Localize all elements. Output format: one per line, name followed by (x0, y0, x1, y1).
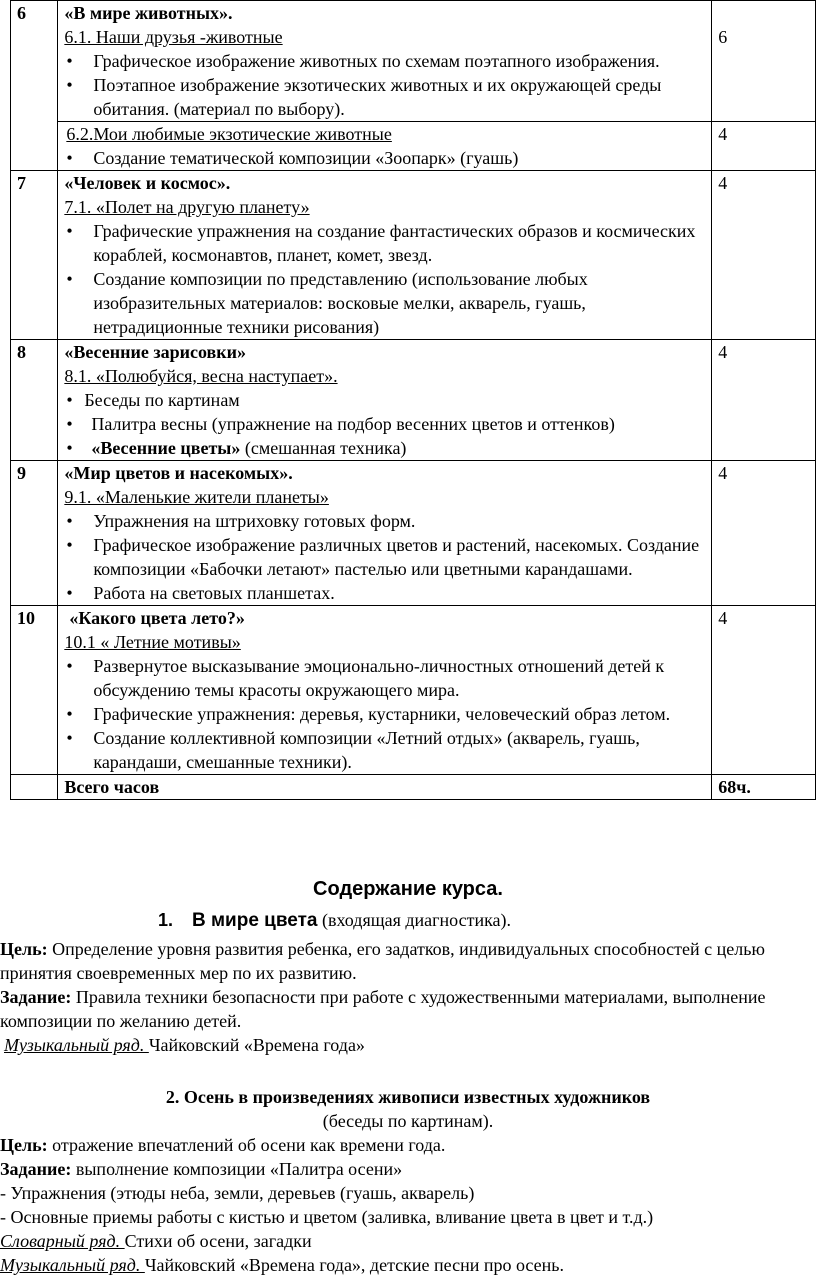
row-content (58, 122, 712, 171)
course-heading: Содержание курса. (313, 878, 503, 900)
hours-cell: 6 (712, 1, 816, 122)
row-number: 6 (11, 1, 58, 171)
total-label: Всего часов (58, 775, 712, 800)
list-item: • Поэтапное изображение экзотических животных и их окружающей среды обитания. (материал по выбору). (66, 75, 662, 119)
music-line: Музыкальный ряд. Чайковский «Времена года» (4, 1035, 365, 1055)
list-item: • Графические упражнения на создание фантастических образов и космических кораблей, космонавтов, планет, комет, звезд. (66, 221, 696, 265)
section-title: «Мир цветов и насекомых». (64, 463, 293, 483)
exercise-line: - Упражнения (этюды неба, земли, деревьев (гуашь, акварель) (0, 1183, 475, 1203)
hours-cell: 4 (712, 171, 816, 340)
bullet-icon: • (66, 704, 73, 724)
bullet-icon: • (66, 583, 73, 603)
subsection-title: 9.1. «Маленькие жители планеты» (64, 487, 329, 507)
vocabulary-line: Словарный ряд. Стихи об осени, загадки (0, 1231, 312, 1251)
table-row (11, 1, 816, 122)
bullet-icon: • (66, 511, 73, 531)
list-item: • «Весенние цветы» (смешанная техника) (66, 438, 407, 458)
list-item: • Работа на световых планшетах. (66, 583, 335, 603)
task-paragraph: Задание: Правила техники безопасности при работе с художественными материалами, выполнение композиции по желанию детей. (0, 987, 766, 1031)
music-line: Музыкальный ряд. Чайковский «Времена года», детские песни про осень. (0, 1255, 564, 1275)
list-item: • Развернутое высказывание эмоционально-личностных отношений детей к обсуждению темы красоты окружающего мира. (66, 656, 665, 700)
subsection-title: 10.1 « Летние мотивы» (64, 632, 241, 652)
table-total-row (11, 775, 816, 800)
list-item: • Палитра весны (упражнение на подбор весенних цветов и оттенков) (66, 414, 615, 434)
bullet-list (64, 146, 705, 170)
empty-cell (11, 775, 58, 800)
course-content (0, 874, 816, 1277)
hours-cell: 4 (712, 340, 816, 461)
row-content (58, 171, 712, 340)
row-content (58, 606, 712, 775)
topic-1-title: 1. В мире цвета (входящая диагностика). (158, 910, 512, 931)
topic-2-title: 2. Осень в произведениях живописи известных художников (165, 1087, 651, 1107)
exercise-line: - Основные приемы работы с кистью и цветом (заливка, вливание цвета в цвет и т.д.) (0, 1207, 654, 1227)
table-row (11, 122, 816, 171)
task-paragraph: Задание: выполнение композиции «Палитра осени» (0, 1159, 403, 1179)
spacer (0, 1057, 816, 1081)
bullet-icon: • (66, 414, 73, 434)
row-content (58, 461, 712, 606)
lesson-plan-table (10, 0, 816, 800)
list-item: • Создание тематической композиции «Зоопарк» (гуашь) (66, 148, 519, 168)
hours-cell: 4 (712, 461, 816, 606)
hours-cell: 4 (712, 122, 816, 171)
bullet-icon: • (66, 51, 73, 71)
section-title: «Какого цвета лето?» (69, 608, 245, 628)
section-title: «Весенние зарисовки» (64, 342, 246, 362)
bullet-list (64, 388, 705, 460)
list-item: • Графические упражнения: деревья, кустарники, человеческий образ летом. (66, 704, 671, 724)
row-content (58, 1, 712, 122)
subsection-title: 6.2.Мои любимые экзотические животные (66, 124, 392, 144)
list-item: • Создание композиции по представлению (использование любых изобразительных материалов: восковые мелки, акварель, гуашь, нетрадиционные техники рисования) (66, 269, 588, 337)
row-number: 8 (11, 340, 58, 461)
list-item: • Беседы по картинам (66, 390, 240, 410)
bullet-icon: • (66, 148, 73, 168)
bullet-icon: • (66, 221, 73, 241)
goal-paragraph: Цель: отражение впечатлений об осени как времени года. (0, 1135, 446, 1155)
bullet-icon: • (66, 438, 73, 458)
subsection-title: 8.1. «Полюбуйся, весна наступает». (64, 366, 338, 386)
table-row (11, 606, 816, 775)
list-item: • Графическое изображение различных цветов и растений, насекомых. Создание композиции «Бабочки летают» пастелью или цветными карандашами. (66, 535, 700, 579)
table-row (11, 340, 816, 461)
goal-paragraph: Цель: Определение уровня развития ребенка, его задатков, индивидуальных способностей с целью принятия своевременных мер по их развитию. (0, 939, 765, 983)
list-item: • Графическое изображение животных по схемам поэтапного изображения. (66, 51, 660, 71)
row-number: 10 (11, 606, 58, 775)
table-row (11, 171, 816, 340)
subsection-title: 7.1. «Полет на другую планету» (64, 197, 310, 217)
row-content (58, 340, 712, 461)
subsection-title: 6.1. Наши друзья -животные (64, 27, 283, 47)
bullet-list (64, 654, 705, 774)
bullet-list (64, 219, 705, 339)
total-value: 68ч. (712, 775, 816, 800)
row-number: 7 (11, 171, 58, 340)
section-title: «В мире животных». (64, 3, 233, 23)
bullet-list (64, 509, 705, 605)
topic-2-note: (беседы по картинам). (322, 1111, 494, 1131)
hours-cell: 4 (712, 606, 816, 775)
row-number: 9 (11, 461, 58, 606)
bullet-icon: • (66, 75, 73, 95)
bullet-list (64, 49, 705, 121)
table-row (11, 461, 816, 606)
bullet-icon: • (66, 390, 73, 410)
list-item: • Создание коллективной композиции «Летний отдых» (акварель, гуашь, карандаши, смешанные техники). (66, 728, 640, 772)
bullet-icon: • (66, 269, 73, 289)
list-item: • Упражнения на штриховку готовых форм. (66, 511, 416, 531)
bullet-icon: • (66, 535, 73, 555)
bullet-icon: • (66, 656, 73, 676)
section-title: «Человек и космос». (64, 173, 231, 193)
bullet-icon: • (66, 728, 73, 748)
